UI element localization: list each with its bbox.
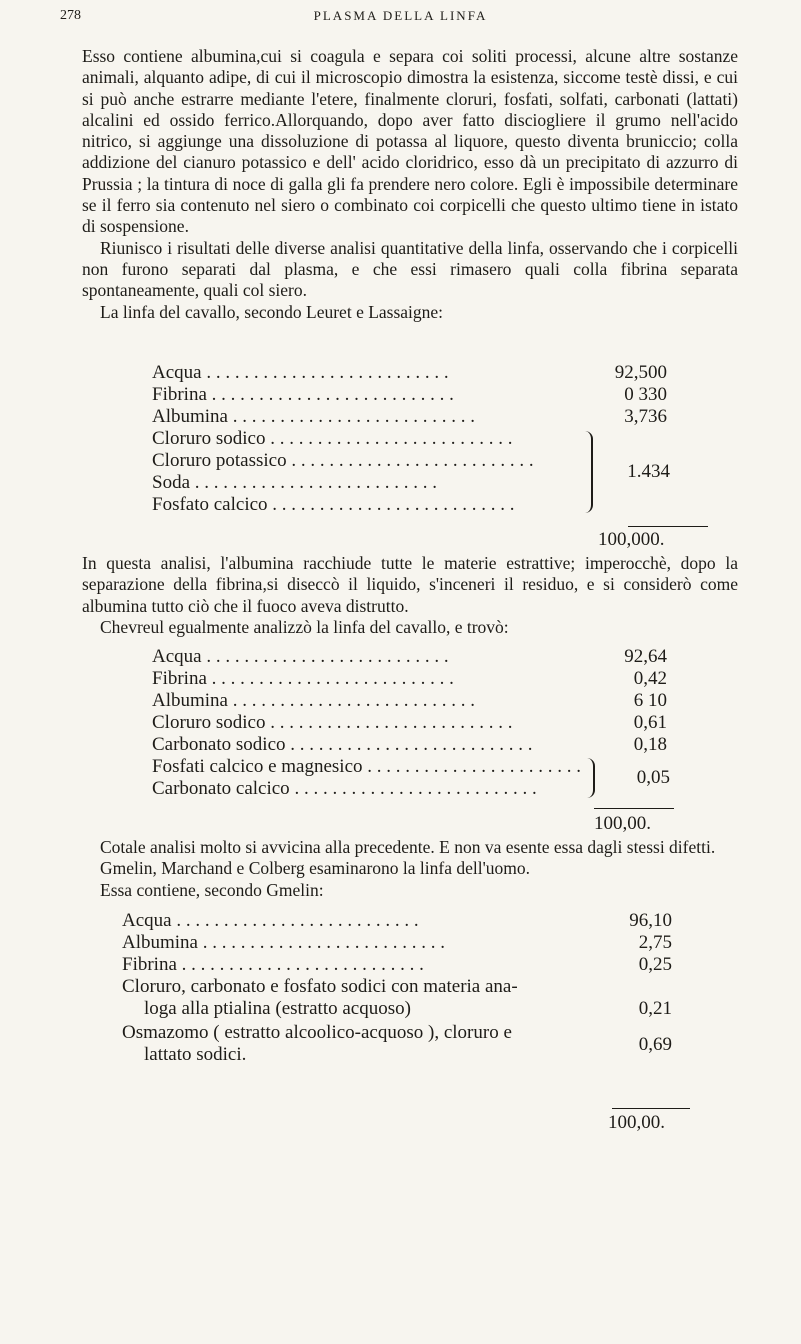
row-label: Acqua . . .	[152, 646, 592, 668]
grouped-value: 0,05	[636, 767, 670, 788]
row-label: Albumina . . .	[122, 932, 572, 954]
paragraph: Riunisco i risultati delle diverse analisi quantitative della linfa, osservando che i corpicelli non furono separati dal plasma, e che essi rimasero quali colla fibrina separata spontaneamente, quali col siero.	[82, 237, 738, 301]
row-value: 92,500	[614, 362, 667, 383]
table-row	[152, 362, 667, 384]
table-row	[152, 668, 667, 690]
row-value: 0,21	[638, 998, 672, 1019]
table-row	[152, 690, 667, 712]
row-value: 6 10	[633, 690, 667, 711]
table-row	[122, 976, 682, 1020]
paragraph: Gmelin, Marchand e Colberg esaminarono la linfa dell'uomo.	[100, 858, 531, 879]
row-value: 3,736	[624, 406, 667, 427]
middle-text	[82, 553, 738, 638]
row-label: Fosfati calcico e magnesico . . .	[152, 756, 584, 778]
table-row	[152, 494, 602, 516]
table-total: 100,000.	[598, 529, 665, 550]
table-row	[152, 472, 602, 494]
grouped-value: 1.434	[627, 461, 670, 482]
row-value: 92,64	[624, 646, 667, 667]
row-label: Albumina . . .	[152, 406, 582, 428]
row-label: Fibrina . . .	[122, 954, 572, 976]
paragraph: Esso contiene albumina,cui si coagula e separa coi soliti processi, alcune altre sostanze animali, alquanto adipe, di cui il microscopio dimostra la esistenza, siccome testè dissi, e cui si può anche estrarre mediante l'etere, finalmente cloruri, fosfati, solfati, carbonati (lattati) alcalini ed ossido ferrico.Allorquando, dopo aver fatto disciogliere il grumo nell'acido nitrico, si aggiunge una dissoluzione di potassa al liquore, questo diventa bruniccio; colla addizione del cianuro potassico e dell' acido cloridrico, esso dà un precipitato di azzurro di Prussia ; la tintura di noce di galla gli fa prendere nero colore. Egli è impossibile determinare se il ferro sia contenuto nel siero o combinato coi corpicelli che questo ultimo tiene in istato di sospensione.	[82, 46, 738, 237]
row-label: Fibrina . . .	[152, 668, 592, 690]
table-row	[152, 712, 667, 734]
row-label: Fibrina . . .	[152, 384, 582, 406]
table-row	[152, 734, 667, 756]
running-title: PLASMA DELLA LINFA	[313, 8, 488, 23]
table-row	[152, 450, 602, 472]
row-label-continued: lattato sodici.	[144, 1044, 247, 1065]
row-value: 2,75	[638, 932, 672, 953]
paragraph: Chevreul egualmente analizzò la linfa del cavallo, e trovò:	[100, 616, 509, 637]
row-label: Osmazomo ( estratto alcoolico-acquoso ), cloruro e	[122, 1022, 512, 1043]
row-label: Cloruro sodico . . .	[152, 428, 582, 450]
row-value: 0,61	[633, 712, 667, 733]
table-row	[152, 646, 667, 668]
table-row	[122, 954, 682, 976]
table-row	[152, 384, 667, 406]
paragraph: Cotale analisi molto si avvicina alla precedente. E non va esente essa dagli stessi difetti.	[100, 837, 716, 857]
table-total: 100,00.	[608, 1112, 665, 1133]
paragraph: In questa analisi, l'albumina racchiude tutte le materie estrattive; imperocchè, dopo la separazione della fibrina,si diseccò il liquido, s'inceneri il residuo, e si considerò come albumina tutto ciò che il fuoco aveva distrutto.	[82, 553, 738, 616]
page-number: 278	[60, 8, 81, 23]
analysis-table-horse-chevreul	[152, 646, 670, 800]
row-value: 0 330	[624, 384, 667, 405]
intro-text	[82, 46, 738, 323]
row-label: Acqua . . .	[122, 910, 572, 932]
paragraph: Essa contiene, secondo Gmelin:	[100, 879, 324, 900]
sum-rule	[628, 526, 708, 527]
row-label: Albumina . . .	[152, 690, 592, 712]
after-text	[82, 837, 738, 901]
table-row	[122, 932, 682, 954]
table-row	[152, 406, 667, 428]
row-value: 0,25	[638, 954, 672, 975]
row-label: Fosfato calcico . . .	[152, 494, 582, 516]
table-row	[152, 778, 602, 800]
row-label: Cloruro, carbonato e fosfato sodici con materia ana-	[122, 976, 518, 997]
row-value: 0,18	[633, 734, 667, 755]
row-label: Cloruro sodico . . .	[152, 712, 592, 734]
group-brace	[585, 431, 593, 513]
table-row	[122, 910, 682, 932]
group-brace	[587, 758, 595, 798]
table-row	[122, 1020, 682, 1068]
table-total: 100,00.	[594, 813, 651, 834]
analysis-table-human-gmelin	[122, 910, 682, 1068]
row-label: Soda . . .	[152, 472, 582, 494]
row-value: 0,69	[638, 1034, 672, 1055]
row-label: Carbonato calcico . . .	[152, 778, 584, 800]
paragraph: La linfa del cavallo, secondo Leuret e Lassaigne:	[100, 301, 444, 322]
analysis-table-horse-leuret	[152, 362, 670, 516]
row-value: 0,42	[633, 668, 667, 689]
table-row	[152, 428, 602, 450]
sum-rule	[612, 1108, 690, 1109]
table-row	[152, 756, 602, 778]
row-value: 96,10	[629, 910, 672, 931]
row-label-continued: loga alla ptialina (estratto acquoso)	[144, 998, 411, 1019]
row-label: Acqua . . .	[152, 362, 582, 384]
row-label: Cloruro potassico . . .	[152, 450, 582, 472]
sum-rule	[594, 808, 674, 809]
row-label: Carbonato sodico . . .	[152, 734, 592, 756]
